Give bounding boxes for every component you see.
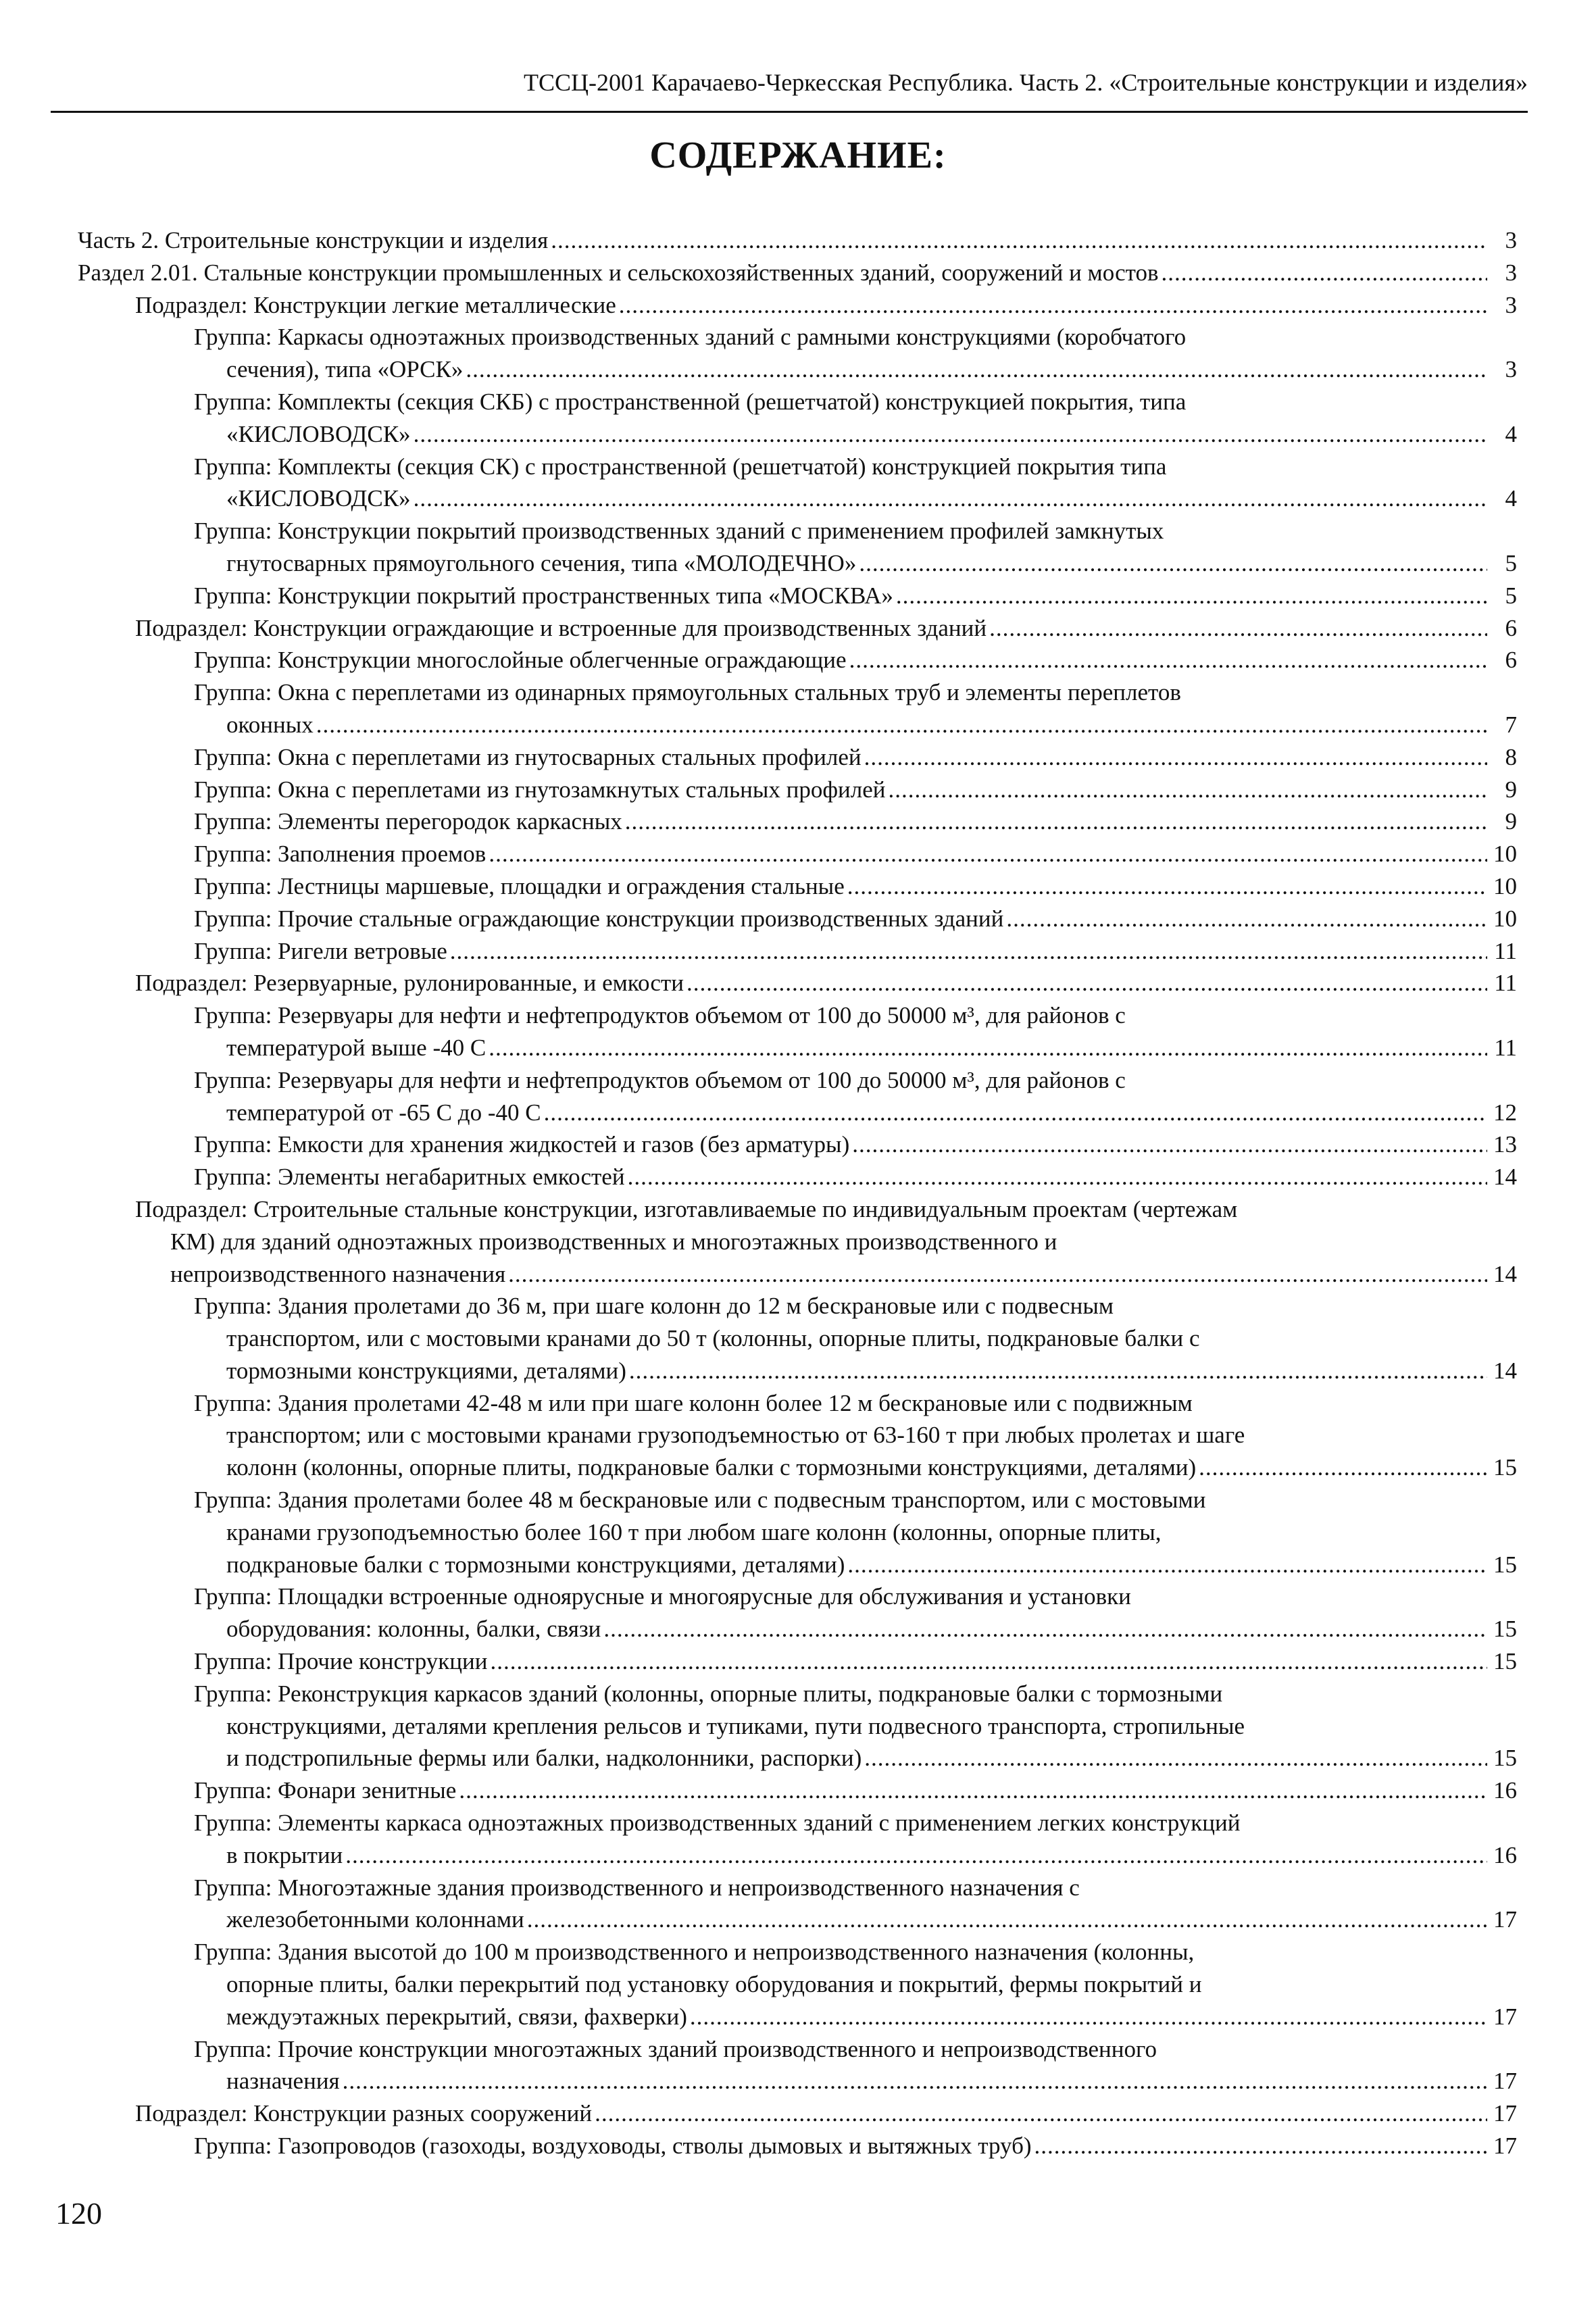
toc-entry-text: Группа: Элементы негабаритных емкостей	[194, 1164, 625, 1191]
toc-entry[interactable]	[78, 967, 1517, 999]
toc-page-number: 3	[1505, 227, 1517, 253]
dot-leader	[489, 1032, 1487, 1064]
toc-entry-text: непроизводственного назначения	[170, 1260, 506, 1287]
toc-entry[interactable]	[78, 1387, 1517, 1484]
toc-entry-text: Группа: Ригели ветровые	[194, 937, 447, 964]
toc-entry-text: назначения	[226, 2068, 340, 2095]
toc-page-number: 14	[1493, 1357, 1517, 1384]
toc-entry[interactable]	[78, 644, 1517, 676]
toc-entry[interactable]	[78, 1128, 1517, 1161]
toc-entry-text: Группа: Комплекты (секция СК) с пространственной (решетчатой) конструкцией покрытия типа	[194, 453, 1167, 480]
dot-leader	[595, 2097, 1487, 2130]
dot-leader	[859, 547, 1487, 580]
toc-entry-text: железобетонными колоннами	[226, 1906, 524, 1933]
toc-entry-text: Группа: Здания пролетами до 36 м, при шаге колонн до 12 м бескрановые или с подвесным	[194, 1293, 1114, 1320]
toc-entry-text: температурой от -65 С до -40 С	[226, 1099, 541, 1126]
dot-leader	[603, 1613, 1487, 1645]
toc-entry[interactable]	[78, 321, 1517, 386]
toc-entry-text: Группа: Окна с переплетами из гнутосварных стальных профилей	[194, 743, 862, 770]
toc-entry-text: Группа: Окна с переплетами из гнутозамкнутых стальных профилей	[194, 776, 886, 803]
dot-leader	[847, 870, 1487, 903]
toc-entry-text: Подраздел: Конструкции ограждающие и встроенные для производственных зданий	[135, 614, 987, 641]
toc-page-number: 6	[1505, 614, 1517, 641]
toc-entry[interactable]	[78, 2130, 1517, 2162]
toc-entry[interactable]	[78, 805, 1517, 838]
toc-page-number: 15	[1493, 1648, 1517, 1675]
toc-entry-text: Группа: Здания пролетами более 48 м бескрановые или с подвесным транспортом, или с мостовыми	[194, 1487, 1206, 1514]
dot-leader	[489, 838, 1487, 870]
toc-entry-text: Группа: Конструкции покрытий производственных зданий с применением профилей замкнутых	[194, 518, 1164, 545]
toc-page-number: 4	[1505, 485, 1517, 512]
toc-entry[interactable]	[78, 838, 1517, 870]
page-number: 120	[55, 2196, 102, 2231]
page-title: СОДЕРЖАНИЕ:	[649, 134, 947, 176]
toc-entry[interactable]	[78, 903, 1517, 935]
toc-page-number: 10	[1493, 905, 1517, 932]
dot-leader	[551, 224, 1487, 257]
dot-leader	[888, 774, 1487, 806]
toc-page-number: 16	[1493, 1777, 1517, 1804]
table-of-contents	[78, 224, 1517, 2162]
dot-leader	[849, 644, 1487, 676]
dot-leader	[989, 612, 1487, 645]
dot-leader	[450, 935, 1487, 968]
toc-page-number: 3	[1505, 291, 1517, 318]
toc-entry-text: Группа: Элементы каркаса одноэтажных производственных зданий с применением легких конструкций	[194, 1810, 1241, 1837]
toc-page-number: 17	[1493, 2100, 1517, 2127]
dot-leader	[687, 967, 1487, 999]
toc-page-number: 15	[1493, 1616, 1517, 1643]
toc-entry-text: Группа: Прочие конструкции многоэтажных зданий производственного и непроизводственного	[194, 2035, 1157, 2062]
toc-entry-text: Группа: Заполнения проемов	[194, 841, 487, 868]
toc-entry-text: опорные плиты, балки перекрытий под установку оборудования и покрытий, фермы покрытий и	[226, 1971, 1202, 1998]
toc-entry[interactable]	[78, 580, 1517, 612]
toc-page-number: 10	[1493, 872, 1517, 899]
toc-entry-text: Раздел 2.01. Стальные конструкции промышленных и сельскохозяйственных зданий, сооружений и мостов	[78, 259, 1159, 286]
toc-entry-text: «КИСЛОВОДСК»	[226, 485, 411, 512]
toc-page-number: 15	[1493, 1454, 1517, 1481]
toc-entry[interactable]	[78, 1290, 1517, 1387]
dot-leader	[527, 1903, 1487, 1936]
dot-leader	[864, 741, 1487, 774]
dot-leader	[466, 353, 1487, 386]
toc-entry[interactable]	[78, 741, 1517, 774]
toc-entry[interactable]	[78, 2033, 1517, 2098]
toc-entry[interactable]	[78, 1161, 1517, 1193]
toc-page-number: 12	[1493, 1099, 1517, 1126]
toc-entry[interactable]	[78, 774, 1517, 806]
toc-entry-text: колонн (колонны, опорные плиты, подкрановые балки с тормозными конструкциями, деталями)	[226, 1454, 1197, 1481]
toc-entry-text: междуэтажных перекрытий, связи, фахверки)	[226, 2003, 687, 2030]
toc-entry[interactable]	[78, 1193, 1517, 1290]
toc-entry[interactable]	[78, 1936, 1517, 2033]
toc-entry[interactable]	[78, 935, 1517, 968]
dot-leader	[896, 580, 1487, 612]
toc-entry[interactable]	[78, 1645, 1517, 1678]
toc-entry-text: сечения), типа «ОРСК»	[226, 356, 464, 383]
toc-entry-text: Подраздел: Конструкции легкие металлические	[135, 291, 616, 318]
toc-entry[interactable]	[78, 870, 1517, 903]
toc-entry-text: транспортом; или с мостовыми кранами грузоподъемностью от 63-160 т при любых пролетах и шаге	[226, 1422, 1245, 1449]
toc-entry[interactable]	[78, 224, 1517, 257]
toc-page-number: 7	[1505, 711, 1517, 738]
toc-entry-text: оконных	[226, 711, 314, 738]
toc-entry-text: Группа: Резервуары для нефти и нефтепродуктов объемом от 100 до 50000 м³, для районов с	[194, 1002, 1126, 1029]
toc-entry-text: гнутосварных прямоугольного сечения, типа «МОЛОДЕЧНО»	[226, 549, 857, 576]
toc-entry-text: Группа: Прочие конструкции	[194, 1648, 488, 1675]
running-header: ТССЦ-2001 Карачаево-Черкесская Республика. Часть 2. «Строительные конструкции и изделия»	[524, 69, 1528, 96]
toc-entry-text: Подраздел: Строительные стальные конструкции, изготавливаемые по индивидуальным проектам (чертежам	[135, 1195, 1238, 1222]
toc-entry-text: Группа: Конструкции покрытий пространственных типа «МОСКВА»	[194, 582, 893, 609]
toc-entry-text: Группа: Здания высотой до 100 м производственного и непроизводственного назначения (колонны,	[194, 1939, 1195, 1966]
toc-page-number: 16	[1493, 1841, 1517, 1868]
toc-entry-text: Группа: Многоэтажные здания производственного и непроизводственного назначения с	[194, 1874, 1080, 1901]
toc-entry-text: Группа: Лестницы маршевые, площадки и ограждения стальные	[194, 872, 845, 899]
dot-leader	[459, 1774, 1487, 1807]
toc-entry[interactable]	[78, 1807, 1517, 1872]
dot-leader	[345, 1839, 1487, 1872]
header-divider	[51, 111, 1528, 113]
toc-entry-text: Подраздел: Конструкции разных сооружений	[135, 2100, 593, 2127]
dot-leader	[619, 289, 1487, 322]
dot-leader	[316, 709, 1487, 741]
toc-entry-text: в покрытии	[226, 1841, 343, 1868]
toc-page-number: 11	[1494, 937, 1517, 964]
dot-leader	[1199, 1451, 1487, 1484]
toc-page-number: 14	[1493, 1164, 1517, 1191]
dot-leader	[625, 805, 1487, 838]
toc-entry[interactable]	[78, 1064, 1517, 1129]
toc-page-number: 3	[1505, 356, 1517, 383]
toc-entry-text: конструкциями, деталями крепления рельсов и тупиками, пути подвесного транспорта, стропильные	[226, 1712, 1245, 1739]
toc-entry-text: транспортом, или с мостовыми кранами до 50 т (колонны, опорные плиты, подкрановые балки с	[226, 1325, 1200, 1352]
toc-entry[interactable]	[78, 257, 1517, 289]
toc-page-number: 10	[1493, 841, 1517, 868]
dot-leader	[852, 1128, 1487, 1161]
toc-page-number: 15	[1493, 1745, 1517, 1772]
toc-entry-text: Группа: Конструкции многослойные облегченные ограждающие	[194, 647, 847, 674]
toc-entry[interactable]	[78, 1580, 1517, 1645]
dot-leader	[1161, 257, 1487, 289]
dot-leader	[629, 1355, 1487, 1387]
toc-page-number: 8	[1505, 743, 1517, 770]
toc-page-number: 4	[1505, 420, 1517, 447]
dot-leader	[1006, 903, 1487, 935]
toc-entry[interactable]	[78, 2097, 1517, 2130]
dot-leader	[864, 1742, 1487, 1774]
toc-entry[interactable]	[78, 515, 1517, 580]
toc-entry-text: оборудования: колонны, балки, связи	[226, 1616, 601, 1643]
toc-entry-text: тормозными конструкциями, деталями)	[226, 1357, 626, 1384]
toc-entry[interactable]	[78, 612, 1517, 645]
toc-entry-text: Группа: Окна с переплетами из одинарных прямоугольных стальных труб и элементы переплетов	[194, 679, 1181, 706]
toc-page-number: 6	[1505, 647, 1517, 674]
toc-entry-text: Группа: Газопроводов (газоходы, воздуховоды, стволы дымовых и вытяжных труб)	[194, 2133, 1032, 2160]
toc-page-number: 5	[1505, 549, 1517, 576]
toc-page-number: 11	[1494, 1034, 1517, 1061]
dot-leader	[490, 1645, 1487, 1678]
toc-entry[interactable]	[78, 1774, 1517, 1807]
toc-page-number: 9	[1505, 808, 1517, 835]
toc-entry-text: Группа: Каркасы одноэтажных производственных зданий с рамными конструкциями (коробчатого	[194, 324, 1187, 351]
dot-leader	[414, 418, 1487, 451]
toc-entry-text: Группа: Элементы перегородок каркасных	[194, 808, 622, 835]
dot-leader	[847, 1549, 1487, 1581]
toc-entry-text: Группа: Емкости для хранения жидкостей и газов (без арматуры)	[194, 1131, 850, 1158]
dot-leader	[508, 1258, 1487, 1291]
toc-entry-text: Группа: Здания пролетами 42-48 м или при шаге колонн более 12 м бескрановые или с подвижным	[194, 1389, 1193, 1416]
toc-entry-text: кранами грузоподъемностью более 160 т при любом шаге колонн (колонны, опорные плиты,	[226, 1518, 1162, 1545]
toc-page-number: 17	[1493, 1906, 1517, 1933]
toc-entry-text: Подраздел: Резервуарные, рулонированные, и емкости	[135, 970, 684, 997]
toc-page-number: 17	[1493, 2003, 1517, 2030]
toc-entry[interactable]	[78, 676, 1517, 741]
toc-page-number: 3	[1505, 259, 1517, 286]
toc-entry-text: и подстропильные фермы или балки, надколонники, распорки)	[226, 1745, 862, 1772]
dot-leader	[343, 2065, 1487, 2097]
dot-leader	[544, 1097, 1487, 1129]
toc-entry-text: Часть 2. Строительные конструкции и изделия	[78, 227, 549, 253]
toc-entry-text: Группа: Комплекты (секция СКБ) с пространственной (решетчатой) конструкцией покрытия, типа	[194, 388, 1187, 415]
toc-page-number: 17	[1493, 2068, 1517, 2095]
toc-entry-text: Группа: Площадки встроенные одноярусные и многоярусные для обслуживания и установки	[194, 1583, 1131, 1610]
toc-entry[interactable]	[78, 999, 1517, 1064]
toc-entry[interactable]	[78, 1872, 1517, 1937]
toc-page-number: 17	[1493, 2133, 1517, 2160]
dot-leader	[628, 1161, 1487, 1193]
toc-entry-text: Группа: Реконструкция каркасов зданий (колонны, опорные плиты, подкрановые балки с тормозными	[194, 1680, 1223, 1707]
toc-page-number: 15	[1493, 1551, 1517, 1578]
toc-page-number: 14	[1493, 1260, 1517, 1287]
toc-entry-text: подкрановые балки с тормозными конструкциями, деталями)	[226, 1551, 845, 1578]
toc-entry-text: Группа: Прочие стальные ограждающие конструкции производственных зданий	[194, 905, 1004, 932]
toc-entry-text: КМ) для зданий одноэтажных производственных и многоэтажных производственного и	[170, 1228, 1057, 1255]
toc-entry-text: температурой выше -40 С	[226, 1034, 487, 1061]
toc-page-number: 9	[1505, 776, 1517, 803]
toc-entry-text: Группа: Резервуары для нефти и нефтепродуктов объемом от 100 до 50000 м³, для районов с	[194, 1066, 1126, 1093]
toc-entry-text: «КИСЛОВОДСК»	[226, 420, 411, 447]
dot-leader	[690, 2001, 1487, 2033]
toc-entry-text: Группа: Фонари зенитные	[194, 1777, 457, 1804]
toc-entry[interactable]	[78, 1678, 1517, 1774]
toc-page-number: 11	[1494, 970, 1517, 997]
toc-entry[interactable]	[78, 1484, 1517, 1580]
toc-page-number: 13	[1493, 1131, 1517, 1158]
dot-leader	[414, 482, 1487, 515]
toc-entry[interactable]	[78, 289, 1517, 322]
toc-page-number: 5	[1505, 582, 1517, 609]
toc-entry[interactable]	[78, 386, 1517, 451]
dot-leader	[1034, 2130, 1487, 2162]
toc-entry[interactable]	[78, 451, 1517, 516]
